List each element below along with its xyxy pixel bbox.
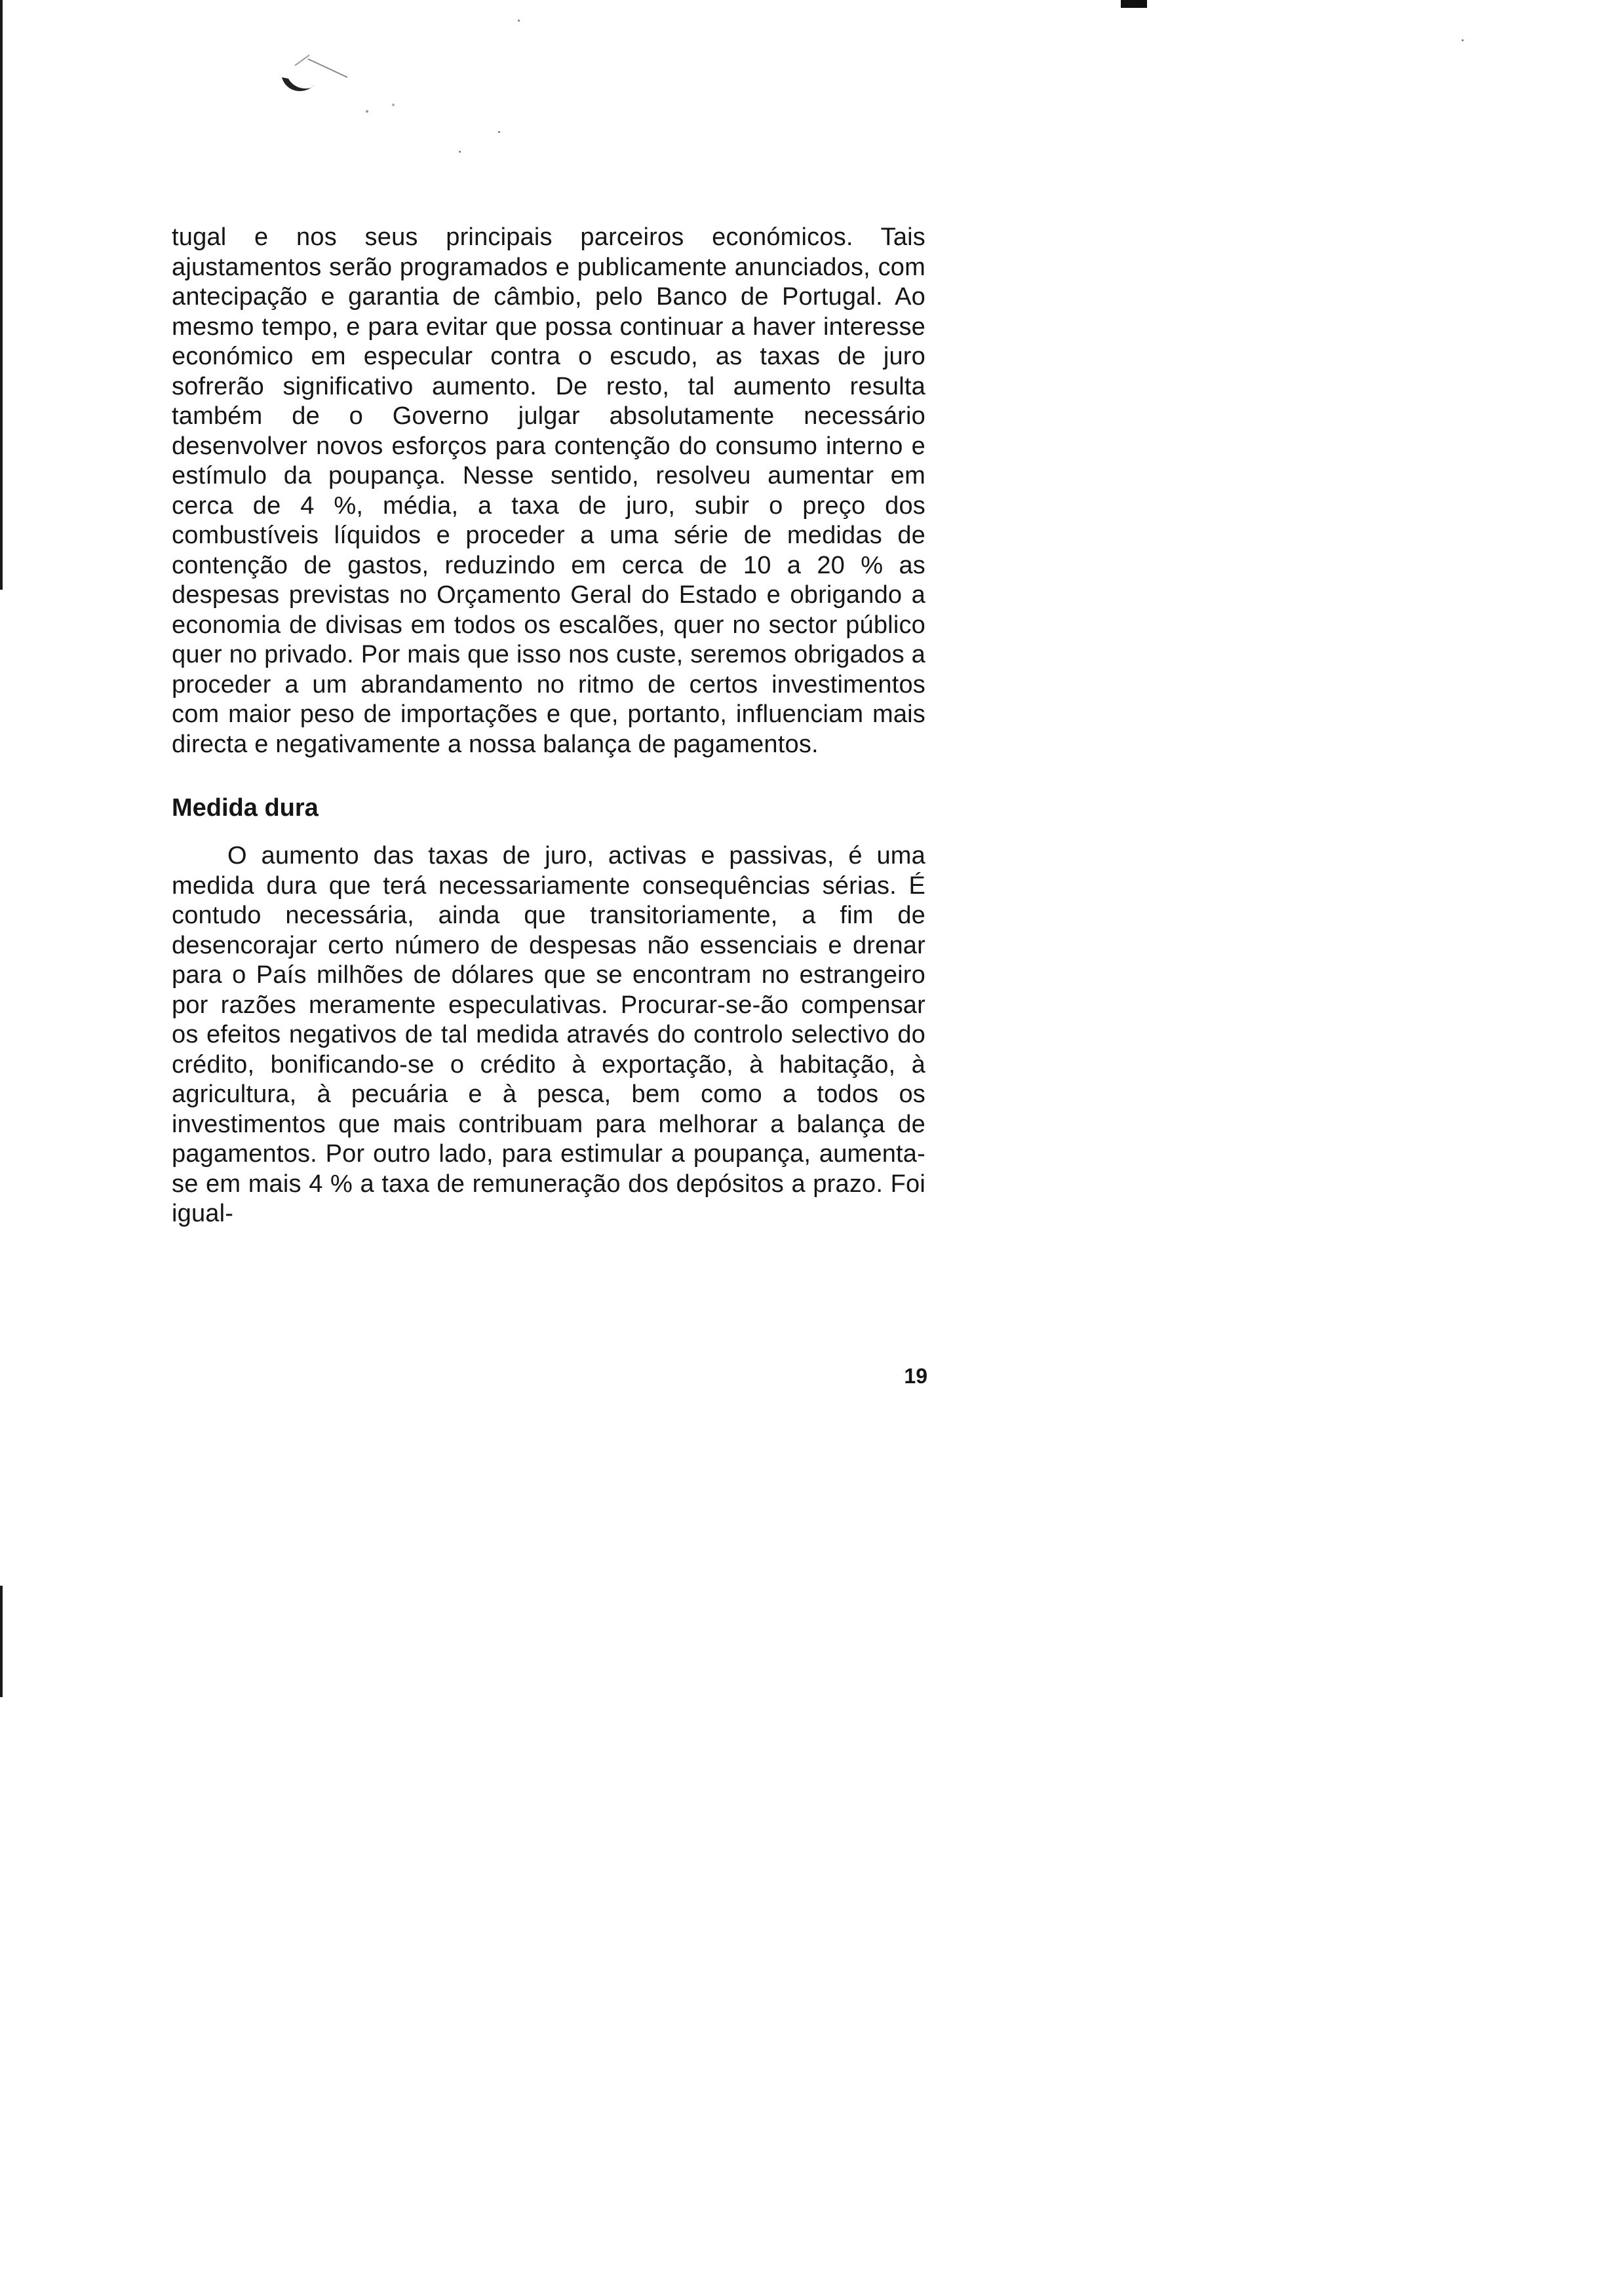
text-column <box>172 223 925 1229</box>
body-paragraph: O aumento das taxas de juro, activas e passivas, é uma medida dura que terá necessariamente consequências sérias. É contudo necessária, ainda que transitoriamente, a fim de desencorajar certo número de despesas não essenciais e drenar para o País milhões de dólares que se encontram no estrangeiro por razões meramente especulativas. Procurar-se-ão compensar os efeitos negativos de tal medida através do controlo selectivo do crédito, bonificando-se o crédito à exportação, à habitação, à agricultura, à pecuária e à pesca, bem como a todos os investimentos que mais contribuam para melhorar a balança de pagamentos. Por outro lado, para estimular a poupança, aumenta-se em mais 4 % a taxa de remuneração dos depósitos a prazo. Foi igual- <box>172 842 925 1227</box>
scan-mark <box>1121 0 1147 8</box>
page-edge-shadow <box>0 1586 3 1697</box>
scan-speck <box>459 151 461 153</box>
page-edge-shadow <box>0 0 3 590</box>
scan-speck <box>1462 39 1464 41</box>
section-heading: Medida dura <box>172 794 319 822</box>
scan-speck <box>518 20 520 22</box>
page-number: 19 <box>904 1364 927 1388</box>
body-paragraph: tugal e nos seus principais parceiros económicos. Tais ajustamentos serão programados e publicamente anunciados, com antecipação e garantia de câmbio, pelo Banco de Portugal. Ao mesmo tempo, e para evitar que possa continuar a haver interesse económico em especular contra o escudo, as taxas de juro sofrerão significativo aumento. De resto, tal aumento resulta também de o Governo julgar absolutamente necessário desenvolver novos esforços para contenção do consumo interno e estímulo da poupança. Nesse sentido, resolveu aumentar em cerca de 4 %, média, a taxa de juro, subir o preço dos combustíveis líquidos e proceder a uma série de medidas de contenção de gastos, reduzindo em cerca de 10 a 20 % as despesas previstas no Orçamento Geral do Estado e obrigando a economia de divisas em todos os escalões, quer no sector público quer no privado. Por mais que isso nos custe, seremos obrigados a proceder a um abrandamento no ritmo de certos investimentos com maior peso de importações e que, portanto, influenciam mais directa e negativamente a nossa balança de pagamentos. <box>172 223 925 758</box>
scan-smudge <box>269 39 400 118</box>
scan-speck <box>498 131 500 133</box>
